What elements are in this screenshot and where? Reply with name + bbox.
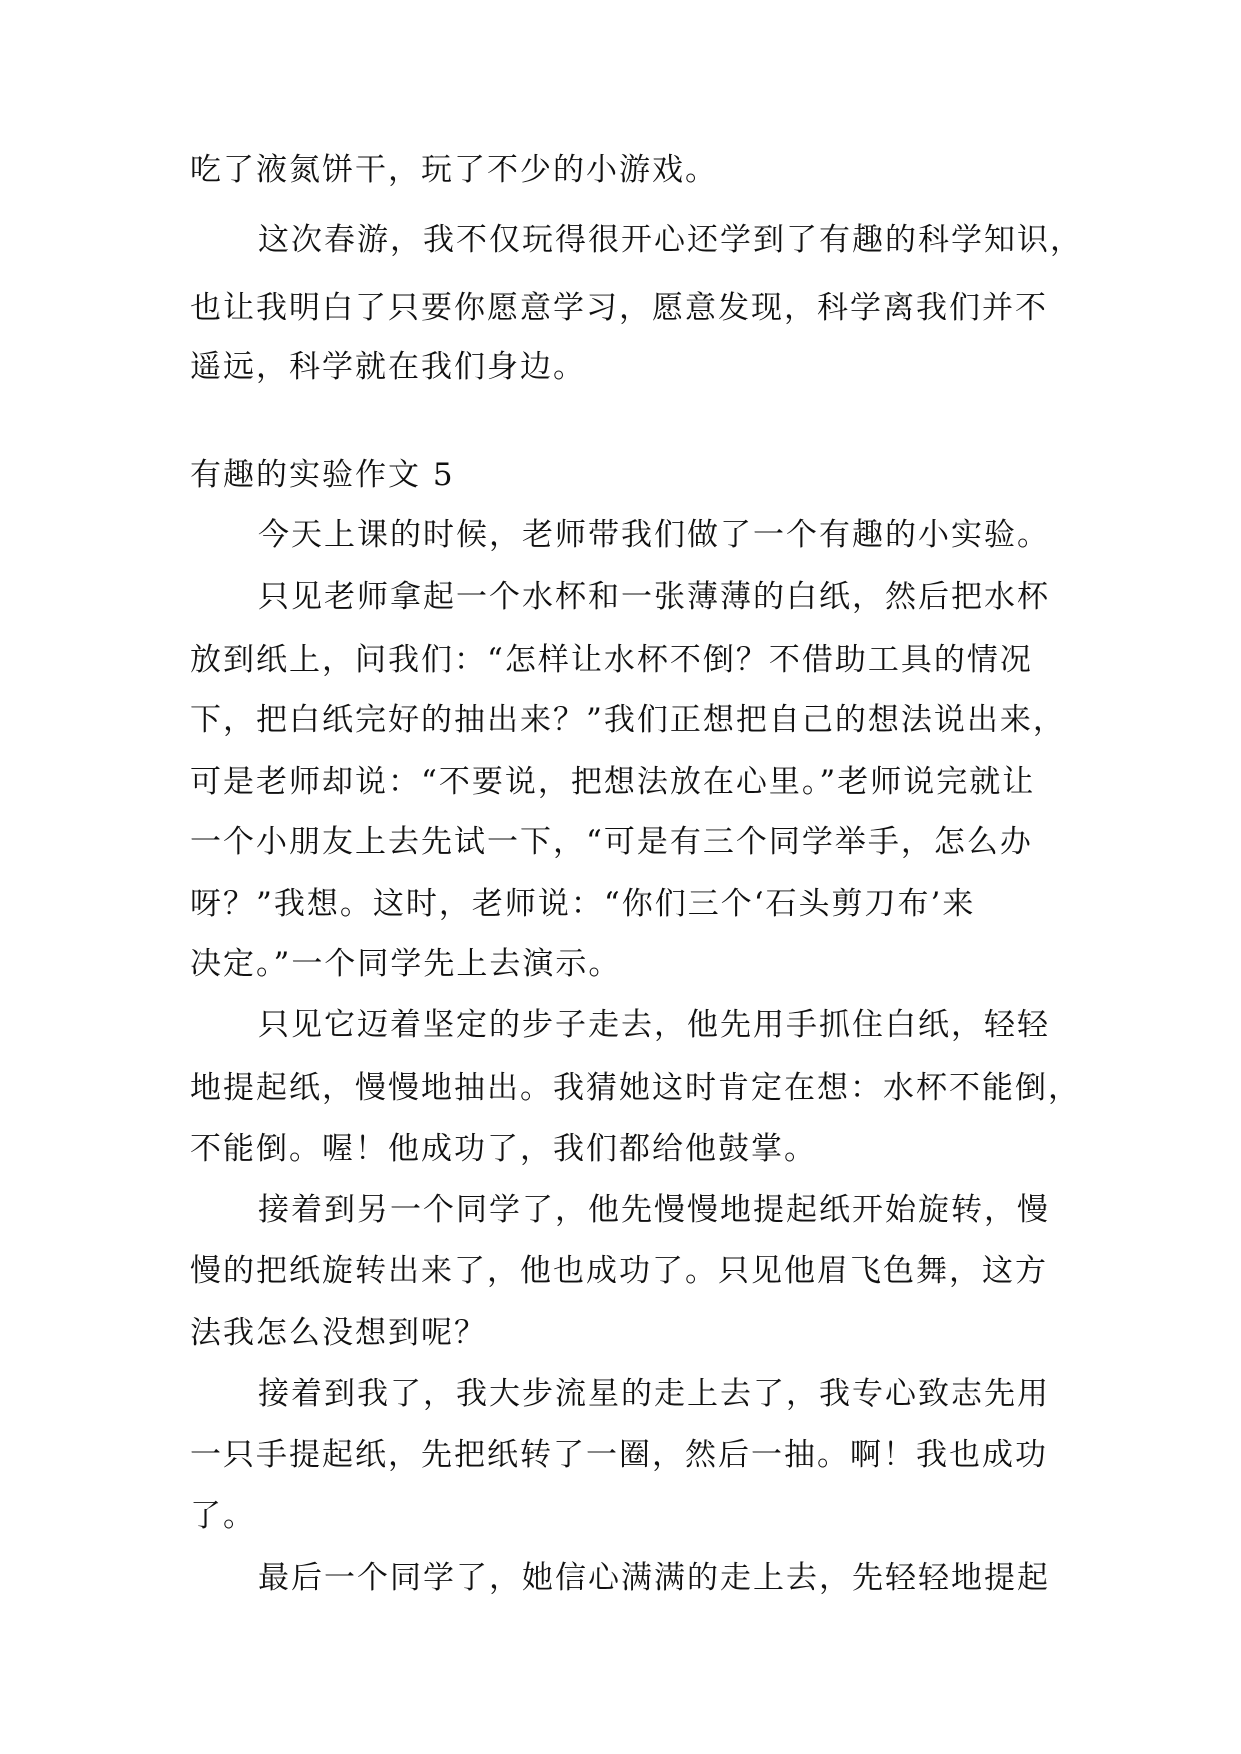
- text-line: 只见老师拿起一个水杯和一张薄薄的白纸，然后把水杯: [258, 579, 1050, 615]
- text-line: 接着到另一个同学了，他先慢慢地提起纸开始旋转，慢: [258, 1192, 1050, 1228]
- text-line: 接着到我了，我大步流星的走上去了，我专心致志先用: [258, 1376, 1050, 1412]
- text-line: 今天上课的时候，老师带我们做了一个有趣的小实验。: [258, 517, 1050, 553]
- text-line: 了。: [190, 1498, 256, 1534]
- text-line: 一只手提起纸，先把纸转了一圈，然后一抽。啊！我也成功: [190, 1437, 1048, 1473]
- text-line: 呀？”我想。这时，老师说：“你们三个‘石头剪刀布’来: [190, 886, 976, 922]
- text-line: 决定。”一个同学先上去演示。: [190, 946, 622, 982]
- text-line: 最后一个同学了，她信心满满的走上去，先轻轻地提起: [258, 1560, 1050, 1596]
- text-line: 法我怎么没想到呢？: [190, 1315, 487, 1351]
- text-line: 也让我明白了只要你愿意学习，愿意发现，科学离我们并不: [190, 290, 1048, 326]
- text-line: 慢的把纸旋转出来了，他也成功了。只见他眉飞色舞，这方: [190, 1253, 1048, 1289]
- text-line: 不能倒。喔！他成功了，我们都给他鼓掌。: [190, 1131, 817, 1167]
- text-line: 放到纸上，问我们：“怎样让水杯不倒？不借助工具的情况: [190, 642, 1033, 678]
- text-line: 这次春游，我不仅玩得很开心还学到了有趣的科学知识，: [258, 222, 1083, 258]
- text-line: 地提起纸，慢慢地抽出。我猜她这时肯定在想：水杯不能倒，: [190, 1070, 1081, 1106]
- text-line: 下，把白纸完好的抽出来？”我们正想把自己的想法说出来，: [190, 702, 1066, 738]
- text-line: 吃了液氮饼干，玩了不少的小游戏。: [190, 152, 718, 188]
- text-line: 可是老师却说：“不要说，把想法放在心里。”老师说完就让: [190, 764, 1036, 800]
- section-heading: 有趣的实验作文 5: [190, 457, 455, 493]
- text-line: 只见它迈着坚定的步子走去，他先用手抓住白纸，轻轻: [258, 1007, 1050, 1043]
- text-line: 一个小朋友上去先试一下，“可是有三个同学举手，怎么办: [190, 824, 1033, 860]
- text-line: 遥远，科学就在我们身边。: [190, 349, 586, 385]
